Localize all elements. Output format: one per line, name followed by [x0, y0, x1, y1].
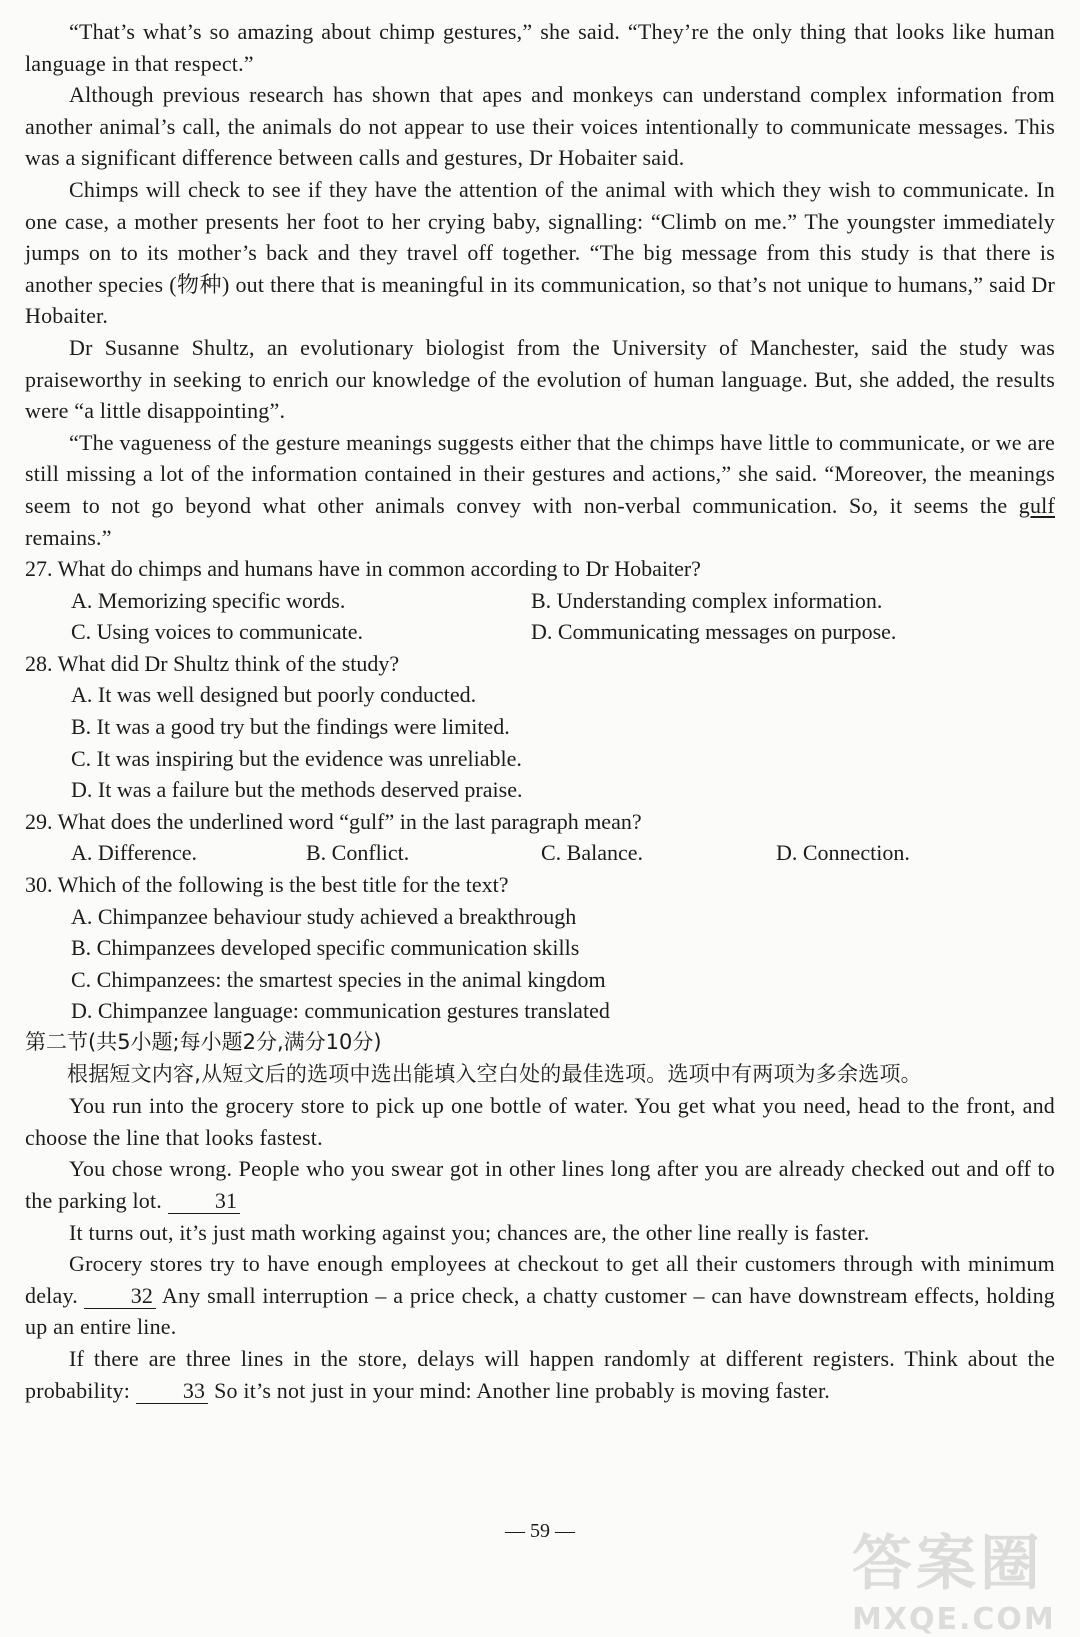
page-number: — 59 —: [505, 1520, 575, 1542]
q30-option-b[interactable]: B. Chimpanzees developed specific communication skills: [71, 935, 580, 961]
paragraph-5-end: remains.”: [25, 524, 112, 550]
underlined-word-gulf: gulf: [1018, 492, 1055, 518]
watermark-logo: [852, 1516, 1056, 1637]
q27-option-b[interactable]: B. Understanding complex information.: [531, 587, 883, 613]
passage2-paragraph-4: [25, 1248, 1055, 1343]
q27-option-c[interactable]: C. Using voices to communicate.: [71, 619, 364, 645]
blank-31[interactable]: 31: [168, 1189, 240, 1214]
question-29: 29. What does the underlined word “gulf” in the last paragraph mean?: [25, 808, 642, 834]
passage1-paragraph-1: “That’s what’s so amazing about chimp gestures,” she said. “They’re the only thing that looks like human language in that respect.”: [25, 19, 1055, 76]
question-30: 30. Which of the following is the best title for the text?: [25, 872, 509, 898]
passage2-paragraph-3: It turns out, it’s just math working against you; chances are, the other line really is faster.: [69, 1219, 870, 1245]
question-29-options-row: [25, 837, 1055, 869]
passage1-paragraph-2: Although previous research has shown that apes and monkeys can understand complex information from another animal’s call, the animals do not appear to use their voices intentionally to communicate messages. This was a significant difference between calls and gestures, Dr Hobaiter said.: [25, 82, 1055, 171]
question-28: 28. What did Dr Shultz think of the study?: [25, 650, 400, 676]
section-2-heading: 第二节(共5小题;每小题2分,满分10分): [25, 1030, 382, 1054]
q27-option-d[interactable]: D. Communicating messages on purpose.: [531, 619, 897, 645]
q29-option-a[interactable]: A. Difference.: [71, 840, 198, 866]
q28-option-a[interactable]: A. It was well designed but poorly conducted.: [71, 682, 477, 708]
question-27: 27. What do chimps and humans have in common according to Dr Hobaiter?: [25, 556, 701, 582]
blank-32[interactable]: 32: [84, 1284, 156, 1309]
passage2-paragraph-2-text: You chose wrong. People who you swear got in other lines long after you are already checked out and off to the parking lot.: [25, 1156, 1055, 1213]
q28-option-c[interactable]: C. It was inspiring but the evidence was unreliable.: [71, 745, 522, 771]
q29-option-d[interactable]: D. Connection.: [776, 840, 910, 866]
passage1-paragraph-3: Chimps will check to see if they have the attention of the animal with which they wish to communicate. In one case, a mother presents her foot to her crying baby, signalling: “Climb on me.” The youngster immediately jumps on to its mother’s back and they travel off together. “The big message from this study is that there is another species (物种) out there that is meaningful in its communication, so that’s not unique to humans,” said Dr Hobaiter.: [25, 176, 1055, 329]
q27-option-a[interactable]: A. Memorizing specific words.: [71, 587, 346, 613]
q28-option-d[interactable]: D. It was a failure but the methods deserved praise.: [71, 777, 523, 803]
passage2-paragraph-4-end: Any small interruption – a price check, a chatty customer – can have downstream effects, holding up an entire line.: [25, 1282, 1055, 1340]
q29-option-b[interactable]: B. Conflict.: [306, 840, 410, 866]
question-27-options-row-1: [25, 585, 1055, 617]
passage1-paragraph-5: [25, 427, 1055, 553]
document-page: [25, 16, 1055, 1406]
q29-option-c[interactable]: C. Balance.: [541, 840, 644, 866]
watermark-logo-text: 答案圈: [852, 1529, 1044, 1599]
q30-option-a[interactable]: A. Chimpanzee behaviour study achieved a breakthrough: [71, 903, 577, 929]
blank-33[interactable]: 33: [136, 1379, 208, 1404]
paragraph-5-text: “The vagueness of the gesture meanings suggests either that the chimps have little to communicate, or we are still missing a lot of the information contained in their gestures and actions,” she said. “Moreover, the meanings seem to not go beyond what other animals convey with non-verbal communication. So, it seems the: [25, 429, 1055, 518]
passage2-paragraph-2: [25, 1153, 1055, 1216]
question-27-options-row-2: [25, 616, 1055, 648]
q28-option-b[interactable]: B. It was a good try but the findings were limited.: [71, 714, 510, 740]
passage2-paragraph-1: You run into the grocery store to pick up one bottle of water. You get what you need, head to the front, and choose the line that looks fastest.: [25, 1093, 1055, 1150]
passage2-paragraph-5: [25, 1343, 1055, 1406]
passage2-paragraph-5-text: If there are three lines in the store, delays will happen randomly at different registers. Think about the probability:: [25, 1345, 1055, 1403]
q30-option-c[interactable]: C. Chimpanzees: the smartest species in the animal kingdom: [71, 966, 606, 992]
passage2-paragraph-5-end: So it’s not just in your mind: Another line probably is moving faster.: [214, 1377, 830, 1403]
passage2-paragraph-4-text: Grocery stores try to have enough employees at checkout to get all their customers through with minimum delay.: [25, 1251, 1055, 1308]
section-2-instruction: 根据短文内容,从短文后的选项中选出能填入空白处的最佳选项。选项中有两项为多余选项。: [67, 1061, 922, 1086]
q30-option-d[interactable]: D. Chimpanzee language: communication gestures translated: [71, 998, 610, 1024]
passage1-paragraph-4: Dr Susanne Shultz, an evolutionary biologist from the University of Manchester, said the study was praiseworthy in seeking to enrich our knowledge of the evolution of human language. But, she added, the results were “a little disappointing”.: [25, 334, 1055, 424]
watermark-site-text: MXQE.COM: [852, 1602, 1056, 1637]
